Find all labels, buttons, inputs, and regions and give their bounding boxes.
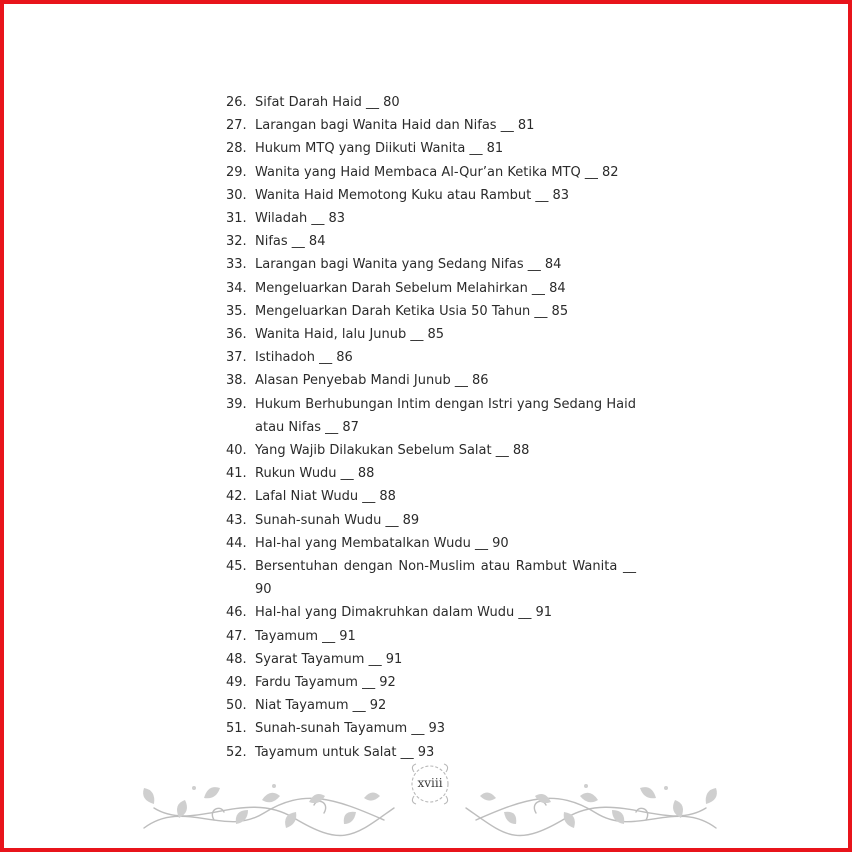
toc-entry-title: Wiladah __ 83: [255, 211, 346, 227]
toc-entry-number: 46.: [226, 605, 247, 621]
toc-entry-number: 39.: [226, 396, 247, 412]
toc-entry-title: Alasan Penyebab Mandi Junub __ 86: [255, 373, 489, 389]
toc-entry: [226, 601, 636, 624]
toc-entry: [226, 717, 636, 740]
toc-entry-title: Hukum MTQ yang Diikuti Wanita __ 81: [255, 141, 504, 157]
toc-entry-title: Hal-hal yang Membatalkan Wudu __ 90: [255, 535, 509, 551]
toc-entry-title: Rukun Wudu __ 88: [255, 466, 375, 482]
toc-entry-title: Larangan bagi Wanita yang Sedang Nifas __ 84: [255, 257, 562, 273]
toc-entry-title: Fardu Tayamum __ 92: [255, 675, 396, 691]
toc-entry: [226, 369, 636, 392]
toc-entry: [226, 532, 636, 555]
toc-entry-number: 30.: [226, 187, 247, 203]
page-number: xviii: [417, 776, 443, 790]
toc-entry-number: 42.: [226, 489, 247, 505]
toc-entry-number: 36.: [226, 327, 247, 343]
toc-entry-number: 33.: [226, 257, 247, 273]
toc-entry-title: Larangan bagi Wanita Haid dan Nifas __ 81: [255, 118, 535, 134]
toc-entry: [226, 439, 636, 462]
toc-entry: [226, 323, 636, 346]
toc-entry-title: Nifas __ 84: [255, 234, 326, 250]
toc-entry: [226, 393, 636, 439]
toc-entry: [226, 137, 636, 160]
toc-entry: [226, 230, 636, 253]
toc-entry-title: Hal-hal yang Dimakruhkan dalam Wudu __ 91: [255, 605, 553, 621]
toc-entry-number: 49.: [226, 675, 247, 691]
toc-entry-number: 48.: [226, 651, 247, 667]
toc-entry: [226, 648, 636, 671]
toc-entry-number: 45.: [226, 559, 247, 575]
table-of-contents: [226, 91, 636, 764]
toc-entry-number: 32.: [226, 234, 247, 250]
toc-entry: [226, 184, 636, 207]
toc-entry-number: 37.: [226, 350, 247, 366]
toc-entry: [226, 300, 636, 323]
toc-entry-number: 41.: [226, 466, 247, 482]
toc-entry-number: 51.: [226, 721, 247, 737]
toc-entry: [226, 277, 636, 300]
toc-entry-title: Wanita yang Haid Membaca Al-Qur’an Ketika MTQ __ 82: [255, 164, 619, 180]
toc-entry-number: 52.: [226, 744, 247, 760]
toc-entry: [226, 555, 636, 601]
toc-entry-number: 35.: [226, 303, 247, 319]
toc-entry: [226, 253, 636, 276]
toc-entry: [226, 207, 636, 230]
toc-entry-number: 31.: [226, 211, 247, 227]
toc-entry-title: Tayamum untuk Salat __ 93: [255, 744, 435, 760]
toc-entry: [226, 485, 636, 508]
toc-entry: [226, 161, 636, 184]
toc-entry-title: Lafal Niat Wudu __ 88: [255, 489, 396, 505]
toc-entry-title: Niat Tayamum __ 92: [255, 698, 387, 714]
toc-entry: [226, 671, 636, 694]
toc-entry-title: Yang Wajib Dilakukan Sebelum Salat __ 88: [255, 443, 530, 459]
toc-entry-number: 40.: [226, 443, 247, 459]
toc-entry-title: Wanita Haid, lalu Junub __ 85: [255, 327, 445, 343]
toc-entry: [226, 114, 636, 137]
toc-entry: [226, 91, 636, 114]
toc-entry: [226, 509, 636, 532]
toc-entry-title: Syarat Tayamum __ 91: [255, 651, 403, 667]
toc-entry-title: Mengeluarkan Darah Ketika Usia 50 Tahun __ 85: [255, 303, 569, 319]
toc-entry: [226, 694, 636, 717]
toc-entry-title: Hukum Berhubungan Intim dengan Istri yang Sedang Haid atau Nifas __ 87: [255, 396, 636, 435]
toc-entry-title: Sunah-sunah Wudu __ 89: [255, 512, 420, 528]
toc-entry-number: 50.: [226, 698, 247, 714]
toc-entry-title: Bersentuhan dengan Non-Muslim atau Rambut Wanita __ 90: [255, 559, 636, 598]
toc-entry-number: 29.: [226, 164, 247, 180]
toc-entry: [226, 625, 636, 648]
toc-entry-number: 38.: [226, 373, 247, 389]
toc-entry-title: Sunah-sunah Tayamum __ 93: [255, 721, 446, 737]
toc-entry-number: 26.: [226, 95, 247, 110]
toc-entry-title: Mengeluarkan Darah Sebelum Melahirkan __ 84: [255, 280, 566, 296]
toc-entry-number: 28.: [226, 141, 247, 157]
toc-entry-title: Istihadoh __ 86: [255, 350, 353, 366]
toc-entry-number: 43.: [226, 512, 247, 528]
toc-entry-number: 47.: [226, 628, 247, 644]
toc-entry-number: 27.: [226, 118, 247, 134]
toc-entry-number: 44.: [226, 535, 247, 551]
toc-entry-title: Sifat Darah Haid __ 80: [255, 95, 400, 110]
toc-entry: [226, 346, 636, 369]
toc-entry-title: Wanita Haid Memotong Kuku atau Rambut __ 83: [255, 187, 570, 203]
toc-entry-title: Tayamum __ 91: [255, 628, 356, 644]
toc-entry: [226, 462, 636, 485]
toc-entry-number: 34.: [226, 280, 247, 296]
